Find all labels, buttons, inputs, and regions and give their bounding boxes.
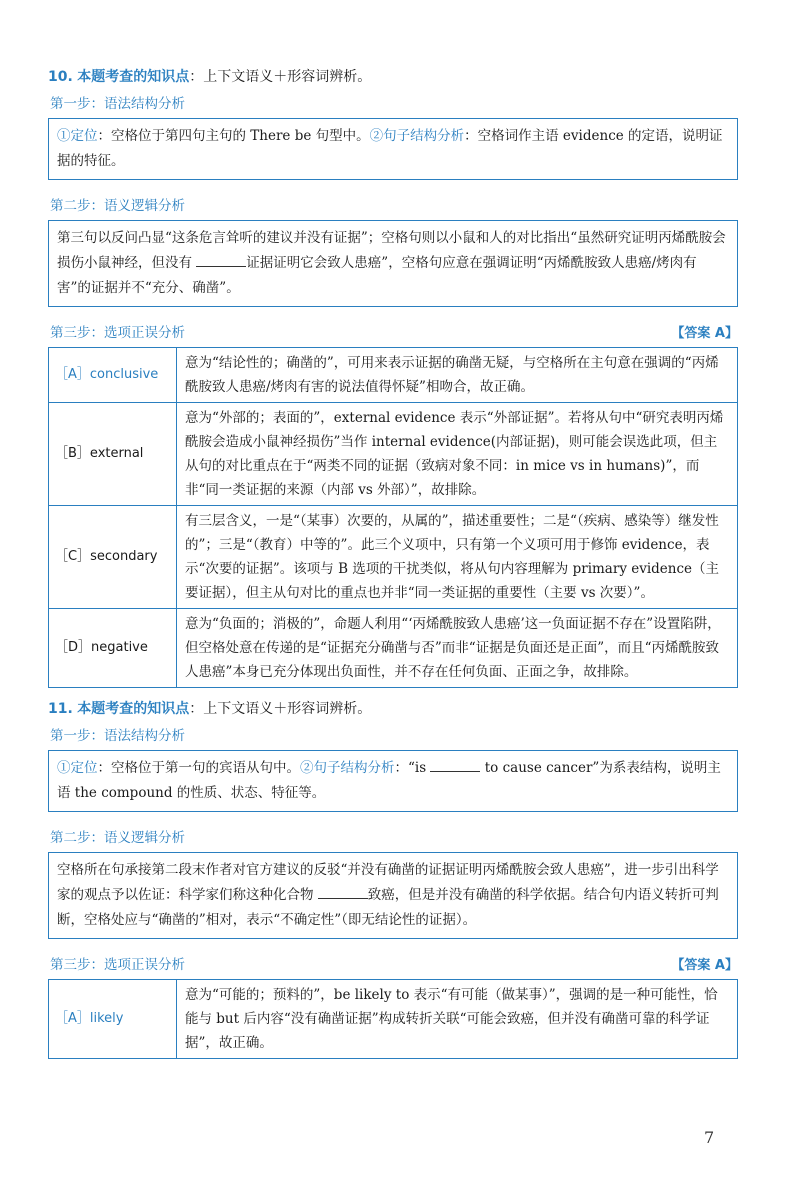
answer-badge: 【答案 A】 xyxy=(671,958,738,973)
option-label: ［B］external xyxy=(49,403,177,506)
q10-step2-heading xyxy=(50,194,738,214)
option-row xyxy=(49,348,738,403)
structure-text: ：“is xyxy=(394,760,427,776)
page-number: 7 xyxy=(704,1128,715,1147)
option-explanation: 意为“外部的；表面的”，external evidence 表示“外部证据”。若将从句中“研究表明丙烯酰胺会造成小鼠神经损伤”当作 internal evidence(内部证据)，则可能会误选此项，但主从句的对比重点在于“两类不同的证据（致病对象不同：in mice vs in humans)”，而非“同一类证据的来源（内部 vs 外部）”，故排除。 xyxy=(177,403,738,506)
option-label: ［C］secondary xyxy=(49,506,177,609)
q11-step2-box xyxy=(48,852,738,939)
blank-line xyxy=(430,757,480,772)
q10-options-table xyxy=(48,347,738,688)
question-label: 本题考查的知识点 xyxy=(77,69,190,85)
option-row xyxy=(49,609,738,688)
logic-text: 第三句以反问凸显“这条危言耸听的建议并没有证据”；空格句则以小鼠和人的对比指出“虽然研究证明丙烯酰胺会损伤小鼠神经，但没有 xyxy=(57,230,726,271)
answer-badge: 【答案 A】 xyxy=(671,326,738,341)
q11-step1-heading xyxy=(50,724,738,744)
q10-step2-box xyxy=(48,220,738,307)
option-label: ［D］negative xyxy=(49,609,177,688)
locate-text: ：空格位于第一句的宾语从句中。 xyxy=(97,760,300,776)
q10-step1-box xyxy=(48,118,738,180)
structure-text: ：空格词作主语 evidence 的定语，说明证据的特征。 xyxy=(57,128,723,169)
step-title: 第三步：选项正误分析 xyxy=(50,325,185,341)
step-title: 第三步：选项正误分析 xyxy=(50,957,185,973)
logic-text-cont: 致癌，但是并没有确凿的科学依据。结合句内语义转折可判断，空格处应与“确凿的”相对，表示“不确定性”（即无结论性的证据）。 xyxy=(57,887,719,928)
step-title: 第一步：语法结构分析 xyxy=(50,96,185,112)
option-row xyxy=(49,506,738,609)
question-10-title xyxy=(48,66,738,86)
step-title: 第二步：语义逻辑分析 xyxy=(50,198,185,214)
logic-text-cont: 证据证明它会致人患癌”，空格句应意在强调证明“丙烯酰胺致人患癌/烤肉有害”的证据并不“充分、确凿”。 xyxy=(57,255,697,296)
structure-label: ②句子结构分析 xyxy=(300,760,395,776)
logic-text: 空格所在句承接第二段末作者对官方建议的反驳“并没有确凿的证据证明丙烯酰胺会致人患癌”，进一步引出科学家的观点予以佐证：科学家们称这种化合物 xyxy=(57,862,719,903)
option-explanation: 有三层含义，一是“（某事）次要的，从属的”，描述重要性；二是“（疾病、感染等）继发性的”；三是“（教育）中等的”。此三个义项中，只有第一个义项可用于修饰 evidence，表示“次要的证据”。该项与 B 选项的干扰类似，将从句内容理解为 primary evidence（主要证据），但主从句对比的重点也并非“同一类证据的重要性（主要 vs 次要）”。 xyxy=(177,506,738,609)
question-label: 本题考查的知识点 xyxy=(77,701,190,717)
q11-options-table xyxy=(48,979,738,1059)
q11-step2-heading xyxy=(50,826,738,846)
blank-line xyxy=(318,884,368,899)
option-row xyxy=(49,403,738,506)
q11-step1-box xyxy=(48,750,738,812)
option-row xyxy=(49,980,738,1059)
structure-label: ②句子结构分析 xyxy=(369,128,465,144)
q11-step3-heading xyxy=(50,953,738,973)
question-11-title xyxy=(48,698,738,718)
option-explanation: 意为“可能的；预料的”，be likely to 表示“有可能（做某事）”，强调的是一种可能性，恰能与 but 后内容“没有确凿证据”构成转折关联“可能会致癌，但并没有确凿可靠的科学证据”，故正确。 xyxy=(177,980,738,1059)
structure-text-cont: to cause cancer”为系表结构，说明主语 the compound 的性质、状态、特征等。 xyxy=(57,760,721,801)
locate-label: ①定位 xyxy=(57,760,98,776)
page-content xyxy=(48,60,738,1069)
q10-step1-heading xyxy=(50,92,738,112)
blank-line xyxy=(196,252,246,267)
option-explanation: 意为“结论性的；确凿的”，可用来表示证据的确凿无疑，与空格所在主句意在强调的“丙烯酰胺致人患癌/烤肉有害的说法值得怀疑”相吻合，故正确。 xyxy=(177,348,738,403)
step-title: 第二步：语义逻辑分析 xyxy=(50,830,185,846)
option-label: ［A］conclusive xyxy=(49,348,177,403)
locate-label: ①定位 xyxy=(57,128,98,144)
step-title: 第一步：语法结构分析 xyxy=(50,728,185,744)
question-topic: ：上下文语义＋形容词辨析。 xyxy=(189,701,372,717)
q10-step3-heading xyxy=(50,321,738,341)
question-topic: ：上下文语义＋形容词辨析。 xyxy=(189,69,372,85)
option-explanation: 意为“负面的；消极的”，命题人利用“‘丙烯酰胺致人患癌’这一负面证据不存在”设置陷阱，但空格处意在传递的是“证据充分确凿与否”而非“证据是负面还是正面”，而且“丙烯酰胺致人患癌”本身已充分体现出负面性，并不存在任何负面、正面之争，故排除。 xyxy=(177,609,738,688)
question-number: 10. xyxy=(48,69,73,85)
locate-text: ：空格位于第四句主句的 There be 句型中。 xyxy=(97,128,370,144)
question-number: 11. xyxy=(48,701,73,717)
option-label: ［A］likely xyxy=(49,980,177,1059)
